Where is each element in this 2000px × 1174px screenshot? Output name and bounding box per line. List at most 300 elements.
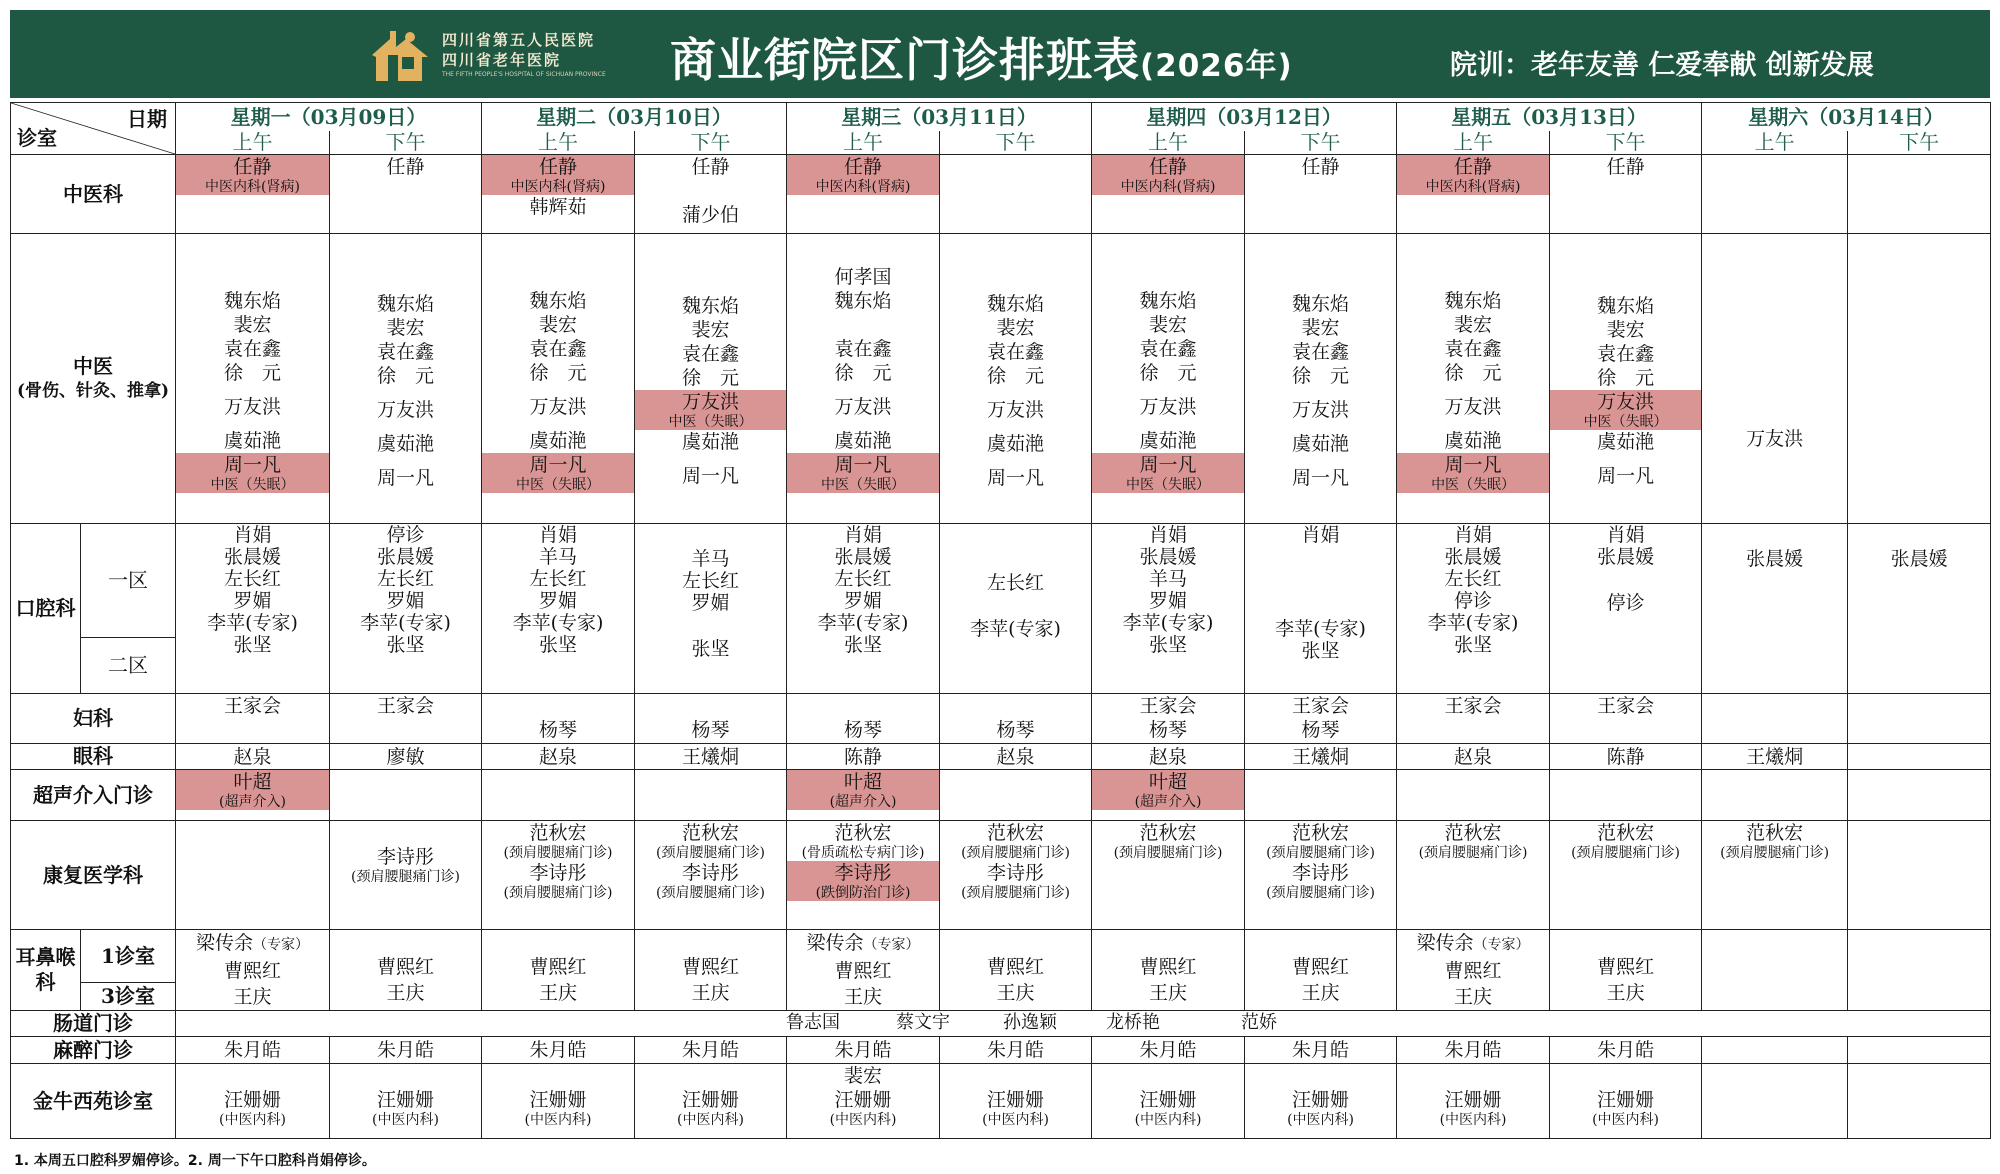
doctor-name: 张晨媛 — [1597, 546, 1655, 568]
doctor-name: 王庆 — [1301, 982, 1340, 1004]
ortho-cell — [1397, 234, 1550, 524]
day-header-wed: 星期三（03月11日） — [787, 103, 1092, 131]
doctor-name: 王家会 — [1292, 695, 1350, 717]
spacer — [940, 388, 1091, 398]
doctor-name: 周一凡 — [529, 453, 587, 476]
doctor-name: 周一凡 — [1597, 464, 1655, 487]
doctor-name: 周一凡 — [682, 464, 740, 487]
doctor-name: 汪姗姗 — [223, 1089, 281, 1111]
clinic-note: 中医内科(肾病) — [510, 179, 606, 195]
spacer — [1092, 1064, 1244, 1088]
doctor-name: 裴宏 — [1606, 318, 1645, 341]
spacer — [1245, 1064, 1396, 1088]
anes-cell — [1848, 1037, 1991, 1064]
doctor-name — [787, 930, 939, 958]
gyn-cell — [1397, 694, 1550, 744]
doctor-name: 杨琴 — [691, 719, 730, 741]
title-main: 商业街院区门诊排班表 — [670, 33, 1140, 87]
day-header-fri: 星期五（03月13日） — [1397, 103, 1702, 131]
us-cell — [635, 770, 787, 821]
spacer — [330, 422, 481, 432]
doctor-name: 罗媚 — [386, 590, 425, 612]
us-cell — [940, 770, 1092, 821]
spacer — [482, 265, 634, 289]
doctor-name: 袁在鑫 — [1292, 340, 1350, 363]
doctor-name: 曹熙红 — [1444, 960, 1502, 982]
clinic-note: (中医内科) — [1287, 1112, 1355, 1128]
tcm-cell — [635, 155, 787, 234]
clinic-note: 中医内科(肾病) — [815, 179, 911, 195]
jn-cell — [940, 1064, 1092, 1139]
clinic-note: (中医内科) — [982, 1112, 1049, 1128]
doctor-name: 汪姗姗 — [987, 1089, 1045, 1111]
doctor-name: 裴宏 — [691, 318, 730, 341]
dept-tcm-ortho-sub: (骨伤、针灸、推拿) — [16, 380, 170, 401]
spacer — [1245, 456, 1396, 466]
doctor-name: 汪姗姗 — [682, 1089, 740, 1111]
doctor-name: 左长红 — [834, 568, 892, 590]
doctor-name: 李苹(专家) — [1427, 612, 1519, 634]
spacer — [1702, 307, 1847, 331]
tcm-cell — [940, 155, 1092, 234]
doctor-name: 万友洪 — [834, 395, 892, 418]
doctor-name: 裴宏 — [996, 316, 1035, 339]
eye-cell: 陈静 — [787, 744, 940, 770]
doctor-name: 徐 元 — [834, 361, 892, 384]
clinic-note: 中医内科(肾病) — [1425, 179, 1521, 195]
anes-cell: 朱月皓 — [1092, 1037, 1245, 1064]
clinic-note: (颈肩腰腿痛门诊) — [503, 845, 613, 861]
gyn-cell — [1245, 694, 1397, 744]
spacer — [482, 385, 634, 395]
doctor-name: 王家会 — [1444, 695, 1502, 717]
spacer — [1397, 385, 1549, 395]
doctor-name: 魏东焰 — [682, 294, 740, 317]
doctor-name: 徐 元 — [1444, 361, 1502, 384]
doctor-name: 任静 — [1301, 156, 1340, 178]
doctor-name: 虞茹滟 — [1292, 432, 1350, 455]
highlight-box — [635, 390, 786, 430]
doctor-name: 曹熙红 — [223, 960, 281, 982]
anes-cell: 朱月皓 — [176, 1037, 330, 1064]
ortho-cell — [1848, 234, 1991, 524]
spacer — [1702, 403, 1847, 427]
jn-cell — [1245, 1064, 1397, 1139]
hospital-motto: 院训：老年友善 仁爱奉献 创新发展 — [1450, 50, 1874, 81]
spacer — [940, 930, 1091, 954]
ortho-cell — [176, 234, 330, 524]
doctor-name: 王家会 — [223, 695, 281, 717]
doctor-name: 羊马 — [691, 548, 730, 570]
spacer — [940, 524, 1091, 548]
clinic-note: (骨质疏松专病门诊) — [801, 845, 925, 861]
clinic-note: (颈肩腰腿痛门诊) — [1266, 845, 1376, 861]
doctor-name: 曹熙红 — [1597, 956, 1655, 978]
highlight-box — [787, 770, 939, 810]
doctor-name: 万友洪 — [987, 398, 1045, 421]
doctor-name: 魏东焰 — [529, 289, 587, 312]
spacer — [940, 268, 1091, 292]
eye-cell: 赵泉 — [482, 744, 635, 770]
schedule-table — [10, 102, 1991, 1139]
spacer — [1245, 388, 1396, 398]
ortho-cell — [482, 234, 635, 524]
spacer — [787, 313, 939, 337]
clinic-note: (中医内科) — [219, 1112, 286, 1128]
doctor-name: 龙桥艳 — [1106, 1012, 1160, 1033]
spacer — [482, 694, 634, 718]
spacer — [1245, 930, 1396, 954]
doctor-name: 曹熙红 — [682, 956, 740, 978]
eye-cell: 赵泉 — [940, 744, 1092, 770]
spacer — [1245, 594, 1396, 618]
doctor-name: 裴宏 — [844, 1065, 883, 1087]
spacer — [176, 1064, 329, 1088]
anes-cell: 朱月皓 — [635, 1037, 787, 1064]
doctor-name: 汪姗姗 — [834, 1089, 892, 1111]
doctor-name: 王庆 — [1606, 982, 1645, 1004]
us-cell — [1848, 770, 1991, 821]
doctor-name: 王庆 — [386, 982, 425, 1004]
clinic-note: (颈肩腰腿痛门诊) — [961, 845, 1070, 861]
spacer — [1702, 379, 1847, 403]
doctor-name: 张晨媛 — [223, 546, 281, 568]
doctor-name: 袁在鑫 — [987, 340, 1045, 363]
doctor-name: 范秋宏 — [529, 822, 587, 844]
doctor-name: 裴宏 — [539, 313, 578, 336]
doctor-name: 杨琴 — [539, 719, 578, 741]
highlight-box — [1397, 453, 1549, 493]
spacer — [1397, 419, 1549, 429]
doctor-name: 裴宏 — [233, 313, 272, 336]
spacer — [787, 419, 939, 429]
clinic-note: (中医内科) — [524, 1112, 592, 1128]
us-cell — [1702, 770, 1848, 821]
doctor-name: 魏东焰 — [987, 292, 1045, 315]
doctor-name: 左长红 — [529, 568, 587, 590]
doctor-name: 罗媚 — [539, 590, 578, 612]
doctor-name: 周一凡 — [1444, 453, 1502, 476]
spacer — [1092, 930, 1244, 954]
doctor-name: 万友洪 — [1444, 395, 1502, 418]
jn-cell — [1092, 1064, 1245, 1139]
doctor-name: 裴宏 — [386, 316, 425, 339]
spacer — [1702, 355, 1847, 379]
tcm-cell — [1397, 155, 1550, 234]
spacer — [1550, 454, 1701, 464]
highlight-box — [1092, 453, 1244, 493]
highlight-box — [787, 453, 939, 493]
dental-cell — [1848, 524, 1991, 694]
doctor-name: 李苹(专家) — [1275, 618, 1366, 640]
doctor-name: 王庆 — [1454, 986, 1493, 1008]
doctor-name: 徐 元 — [1292, 364, 1350, 387]
ent-cell — [1550, 930, 1702, 1011]
highlight-box — [176, 155, 329, 195]
doctor-name: 李苹(专家) — [512, 612, 604, 634]
gyn-cell — [176, 694, 330, 744]
gyn-cell — [330, 694, 482, 744]
us-cell — [1245, 770, 1397, 821]
spacer — [1397, 1064, 1549, 1088]
doctor-name: 万友洪 — [1139, 395, 1197, 418]
spacer — [635, 179, 786, 203]
doctor-name: 范秋宏 — [1746, 822, 1804, 844]
doctor-name: 虞茹滟 — [223, 429, 281, 452]
ent-cell — [1702, 930, 1848, 1011]
doctor-name: 袁在鑫 — [377, 340, 435, 363]
clinic-note: 中医内科(肾病) — [1120, 179, 1216, 195]
us-cell — [1397, 770, 1550, 821]
doctor-name: 罗媚 — [233, 590, 272, 612]
spacer — [635, 524, 786, 548]
spacer — [635, 930, 786, 954]
doctor-name: 周一凡 — [987, 466, 1045, 489]
ent-cell — [330, 930, 482, 1011]
tcm-cell — [330, 155, 482, 234]
tcm-cell — [1702, 155, 1848, 234]
pm-header: 下午 — [1848, 131, 1991, 155]
pm-header: 下午 — [1245, 131, 1397, 155]
doctor-name: 王庆 — [233, 986, 272, 1008]
jn-cell — [787, 1064, 940, 1139]
spacer — [330, 456, 481, 466]
doctor-name: 万友洪 — [223, 395, 281, 418]
spacer — [330, 388, 481, 398]
doctor-name: 袁在鑫 — [1139, 337, 1197, 360]
clinic-note: (中医内科) — [372, 1112, 439, 1128]
dental-cell — [1702, 524, 1848, 694]
doctor-name — [176, 930, 329, 958]
doctor-name: 李苹(专家) — [817, 612, 909, 634]
dental-cell — [1397, 524, 1550, 694]
spacer — [1245, 422, 1396, 432]
doctor-name: 魏东焰 — [223, 289, 281, 312]
anes-cell: 朱月皓 — [482, 1037, 635, 1064]
doctor-name: 李诗彤 — [834, 862, 892, 884]
rehab-cell — [1550, 821, 1702, 930]
spacer — [1397, 265, 1549, 289]
gyn-cell — [1848, 694, 1991, 744]
dept-tcm-ortho — [11, 234, 176, 524]
clinic-note: (中医内科) — [829, 1112, 897, 1128]
doctor-name: 王庆 — [996, 982, 1035, 1004]
clinic-note: 中医（失眠） — [210, 476, 295, 493]
dental-cell — [1245, 524, 1397, 694]
doctor-name: 虞茹滟 — [377, 432, 435, 455]
doctor-name: 叶超 — [844, 771, 883, 793]
rehab-cell — [940, 821, 1092, 930]
spacer — [1702, 331, 1847, 355]
doctor-name: 李苹(专家) — [1122, 612, 1214, 634]
spacer — [635, 694, 786, 718]
eye-cell: 赵泉 — [1397, 744, 1550, 770]
doctor-name: 裴宏 — [1301, 316, 1340, 339]
dental-cell — [482, 524, 635, 694]
doctor-name: 张晨媛 — [834, 546, 892, 568]
doctor-name: 张晨媛 — [1139, 546, 1197, 568]
us-cell — [1092, 770, 1245, 821]
spacer — [1245, 268, 1396, 292]
doctor-name: 孙逸颖 — [1003, 1012, 1057, 1033]
ent-cell — [635, 930, 787, 1011]
doctor-name: 肖娟 — [1149, 524, 1188, 546]
ortho-cell — [1245, 234, 1397, 524]
doctor-name: 左长红 — [987, 572, 1045, 594]
doctor-name: 万友洪 — [1597, 390, 1655, 413]
doctor-name: 曹熙红 — [1292, 956, 1350, 978]
spacer — [1245, 546, 1396, 570]
rehab-cell — [482, 821, 635, 930]
jn-cell — [482, 1064, 635, 1139]
spacer — [330, 268, 481, 292]
ortho-cell — [635, 234, 787, 524]
doctor-name: 罗媚 — [1149, 590, 1188, 612]
doctor-name-text: 梁传余 — [806, 932, 864, 954]
spacer — [176, 419, 329, 429]
clinic-note: (颈肩腰腿痛门诊) — [1418, 845, 1528, 861]
dept-gut: 肠道门诊 — [11, 1011, 176, 1037]
doctor-name: 张坚 — [691, 638, 730, 660]
ent-cell — [1848, 930, 1991, 1011]
doctor-name: 罗媚 — [844, 590, 883, 612]
tcm-cell — [1550, 155, 1702, 234]
dental-cell — [787, 524, 940, 694]
highlight-box — [787, 861, 939, 901]
doctor-name: 任静 — [1149, 156, 1188, 178]
clinic-note: 中医（失眠） — [821, 476, 906, 493]
doctor-name: 万友洪 — [1292, 398, 1350, 421]
doctor-name: 范娇 — [1241, 1012, 1277, 1033]
spacer — [482, 419, 634, 429]
highlight-box — [482, 155, 634, 195]
doctor-name: 裴宏 — [1149, 313, 1188, 336]
doctor-name: 杨琴 — [844, 719, 883, 741]
rehab-cell — [176, 821, 330, 930]
doctor-name: 张晨媛 — [1444, 546, 1502, 568]
doctor-name: 徐 元 — [377, 364, 435, 387]
doctor-name: 曹熙红 — [1139, 956, 1197, 978]
ent-cell — [176, 930, 330, 1011]
doctor-name: 张晨媛 — [1746, 548, 1804, 570]
rehab-cell — [787, 821, 940, 930]
doctor-name-text: 梁传余 — [195, 932, 253, 954]
anes-cell: 朱月皓 — [1550, 1037, 1702, 1064]
highlight-box — [1092, 155, 1244, 195]
doctor-name: 魏东焰 — [377, 292, 435, 315]
ortho-cell — [1702, 234, 1848, 524]
doctor-name: 停诊 — [386, 524, 425, 546]
clinic-note: (中医内科) — [1134, 1112, 1202, 1128]
dept-ent-label: 耳鼻喉科 — [15, 945, 76, 994]
am-header: 上午 — [1092, 131, 1245, 155]
doctor-name: 任静 — [1606, 156, 1645, 178]
spacer — [330, 821, 481, 845]
doctor-name: 王庆 — [1149, 982, 1188, 1004]
doctor-name: 羊马 — [1149, 568, 1188, 590]
jn-cell — [635, 1064, 787, 1139]
doctor-name: 虞茹滟 — [834, 429, 892, 452]
doctor-name: 虞茹滟 — [1444, 429, 1502, 452]
spacer — [635, 1064, 786, 1088]
highlight-box — [176, 453, 329, 493]
doctor-name: 袁在鑫 — [223, 337, 281, 360]
clinic-note: (颈肩腰腿痛门诊) — [1720, 845, 1830, 861]
doctor-name: 张坚 — [233, 634, 272, 656]
doctor-name: 王家会 — [1597, 695, 1655, 717]
spacer — [940, 594, 1091, 618]
rehab-cell — [330, 821, 482, 930]
doctor-name: 左长红 — [223, 568, 281, 590]
doctor-name: 袁在鑫 — [682, 342, 740, 365]
rehab-cell — [1702, 821, 1848, 930]
eye-cell: 王爔烔 — [635, 744, 787, 770]
doctor-name: 虞茹滟 — [1597, 430, 1655, 453]
eye-cell: 赵泉 — [176, 744, 330, 770]
doctor-name: 范秋宏 — [1444, 822, 1502, 844]
spacer — [940, 422, 1091, 432]
doctor-name: 张坚 — [1149, 634, 1188, 656]
clinic-note: (颈肩腰腿痛门诊) — [961, 885, 1070, 901]
jn-cell — [1550, 1064, 1702, 1139]
doctor-name: 裴宏 — [1454, 313, 1493, 336]
doctor-name: 魏东焰 — [1292, 292, 1350, 315]
rehab-cell — [1397, 821, 1550, 930]
title-year: (2026年) — [1140, 48, 1293, 84]
dept-anesthesia: 麻醉门诊 — [11, 1037, 176, 1064]
doctor-name: 左长红 — [1444, 568, 1502, 590]
doctor-name: 虞茹滟 — [682, 430, 740, 453]
doctor-name: 任静 — [1454, 156, 1493, 178]
pm-header: 下午 — [330, 131, 482, 155]
highlight-box — [482, 453, 634, 493]
rehab-cell — [1092, 821, 1245, 930]
doctor-name: 叶超 — [1149, 771, 1188, 793]
doctor-name: 李诗彤 — [529, 862, 587, 884]
doctor-name: 万友洪 — [682, 390, 740, 413]
rehab-cell — [1848, 821, 1991, 930]
ortho-cell — [1092, 234, 1245, 524]
eye-cell: 赵泉 — [1092, 744, 1245, 770]
doctor-name: 肖娟 — [844, 524, 883, 546]
doctor-name: 任静 — [386, 156, 425, 178]
clinic-note: (颈肩腰腿痛门诊) — [503, 885, 613, 901]
doctor-name: 杨琴 — [1149, 719, 1188, 741]
jn-cell — [1397, 1064, 1550, 1139]
doctor-name: 停诊 — [1606, 592, 1645, 614]
jn-cell — [1702, 1064, 1848, 1139]
am-header: 上午 — [787, 131, 940, 155]
clinic-note: (中医内科) — [677, 1112, 744, 1128]
day-header-sat: 星期六（03月14日） — [1702, 103, 1991, 131]
eye-cell: 廖敏 — [330, 744, 482, 770]
spacer — [635, 454, 786, 464]
doctor-name: 杨琴 — [996, 719, 1035, 741]
corner-date-label: 日期 — [127, 107, 167, 131]
logo-line-1: 四川省第五人民医院 — [442, 31, 596, 49]
corner-cell — [11, 103, 176, 155]
doctor-name: 左长红 — [377, 568, 435, 590]
eye-cell — [1848, 744, 1991, 770]
doctor-name: 范秋宏 — [682, 822, 740, 844]
doctor-name: 肖娟 — [1454, 524, 1493, 546]
us-cell — [176, 770, 330, 821]
eye-cell: 王爔烔 — [1702, 744, 1848, 770]
doctor-name: 汪姗姗 — [529, 1089, 587, 1111]
doctor-name: 周一凡 — [223, 453, 281, 476]
doctor-name: 王庆 — [691, 982, 730, 1004]
spacer — [1245, 570, 1396, 594]
